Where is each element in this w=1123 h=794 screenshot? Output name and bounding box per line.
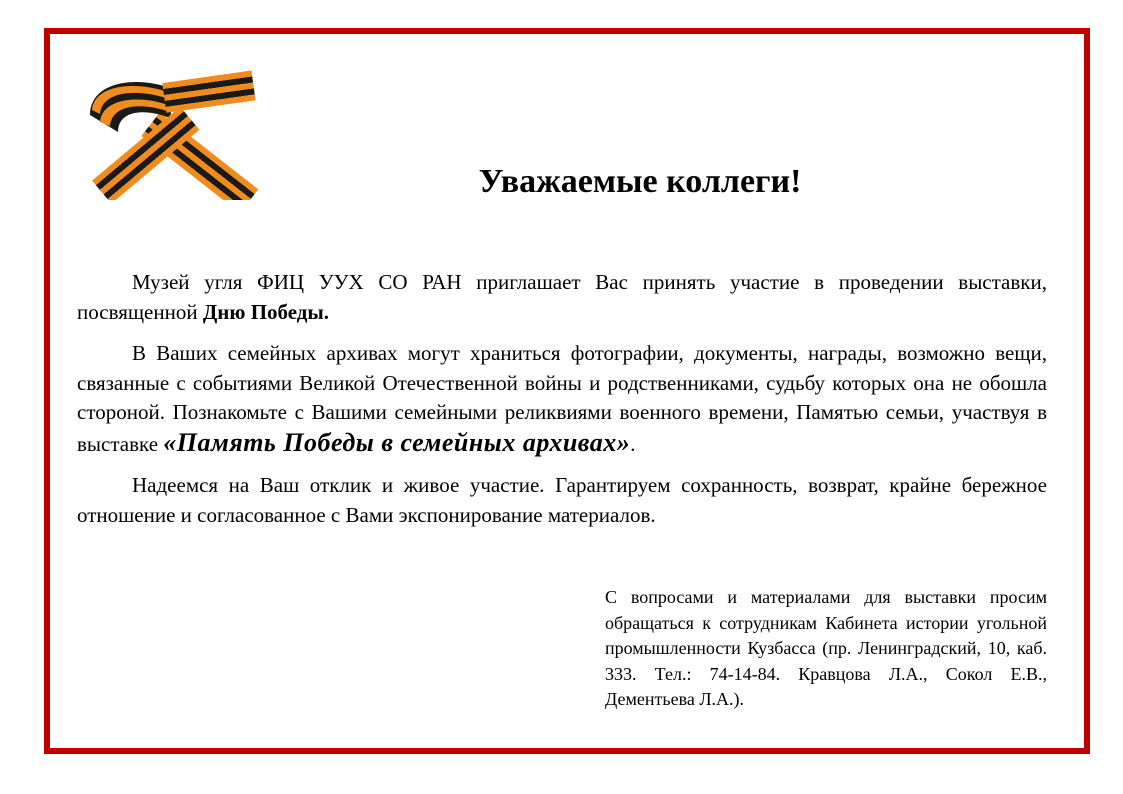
paragraph-hope: Надеемся на Ваш отклик и живое участие. Гарантируем сохранность, возврат, крайне бережное отношение и согласованное с Вами экспонирование материалов. — [77, 473, 1047, 527]
contact-info: С вопросами и материалами для выставки просим обращаться к сотрудникам Кабинета истории угольной промышленности Кузбасса (пр. Ленинградский, 10, каб. 333. Тел.: 74-14-84. Кравцова Л.А., Сокол Е.В., Дементьева Л.А.). — [605, 587, 1047, 709]
exhibit-name: «Память Победы в семейных архивах» — [163, 427, 631, 457]
st-george-ribbon-icon — [80, 70, 265, 200]
paragraph-invitation-text: Музей угля ФИЦ УУХ СО РАН приглашает Вас принять участие в проведении выставки, посвященной — [77, 270, 1047, 324]
paragraph-invitation — [77, 268, 1047, 327]
page-title: Уважаемые коллеги! — [478, 163, 802, 200]
victory-day-emphasis: Дню Победы. — [202, 299, 330, 324]
paragraph-archives-ending: . — [630, 431, 636, 456]
paragraph-archives-text: В Ваших семейных архивах могут храниться фотографии, документы, награды, возможно вещи, связанные с событиями Великой Отечественной войны и родственниками, судьбу которых она не обошла стороной. Познакомьте с Вашими семейными реликвиями военного времени, Памятью семьи, участвуя в выставке — [77, 341, 1047, 456]
letter-body — [77, 268, 1047, 542]
paragraph-archives — [77, 339, 1047, 459]
